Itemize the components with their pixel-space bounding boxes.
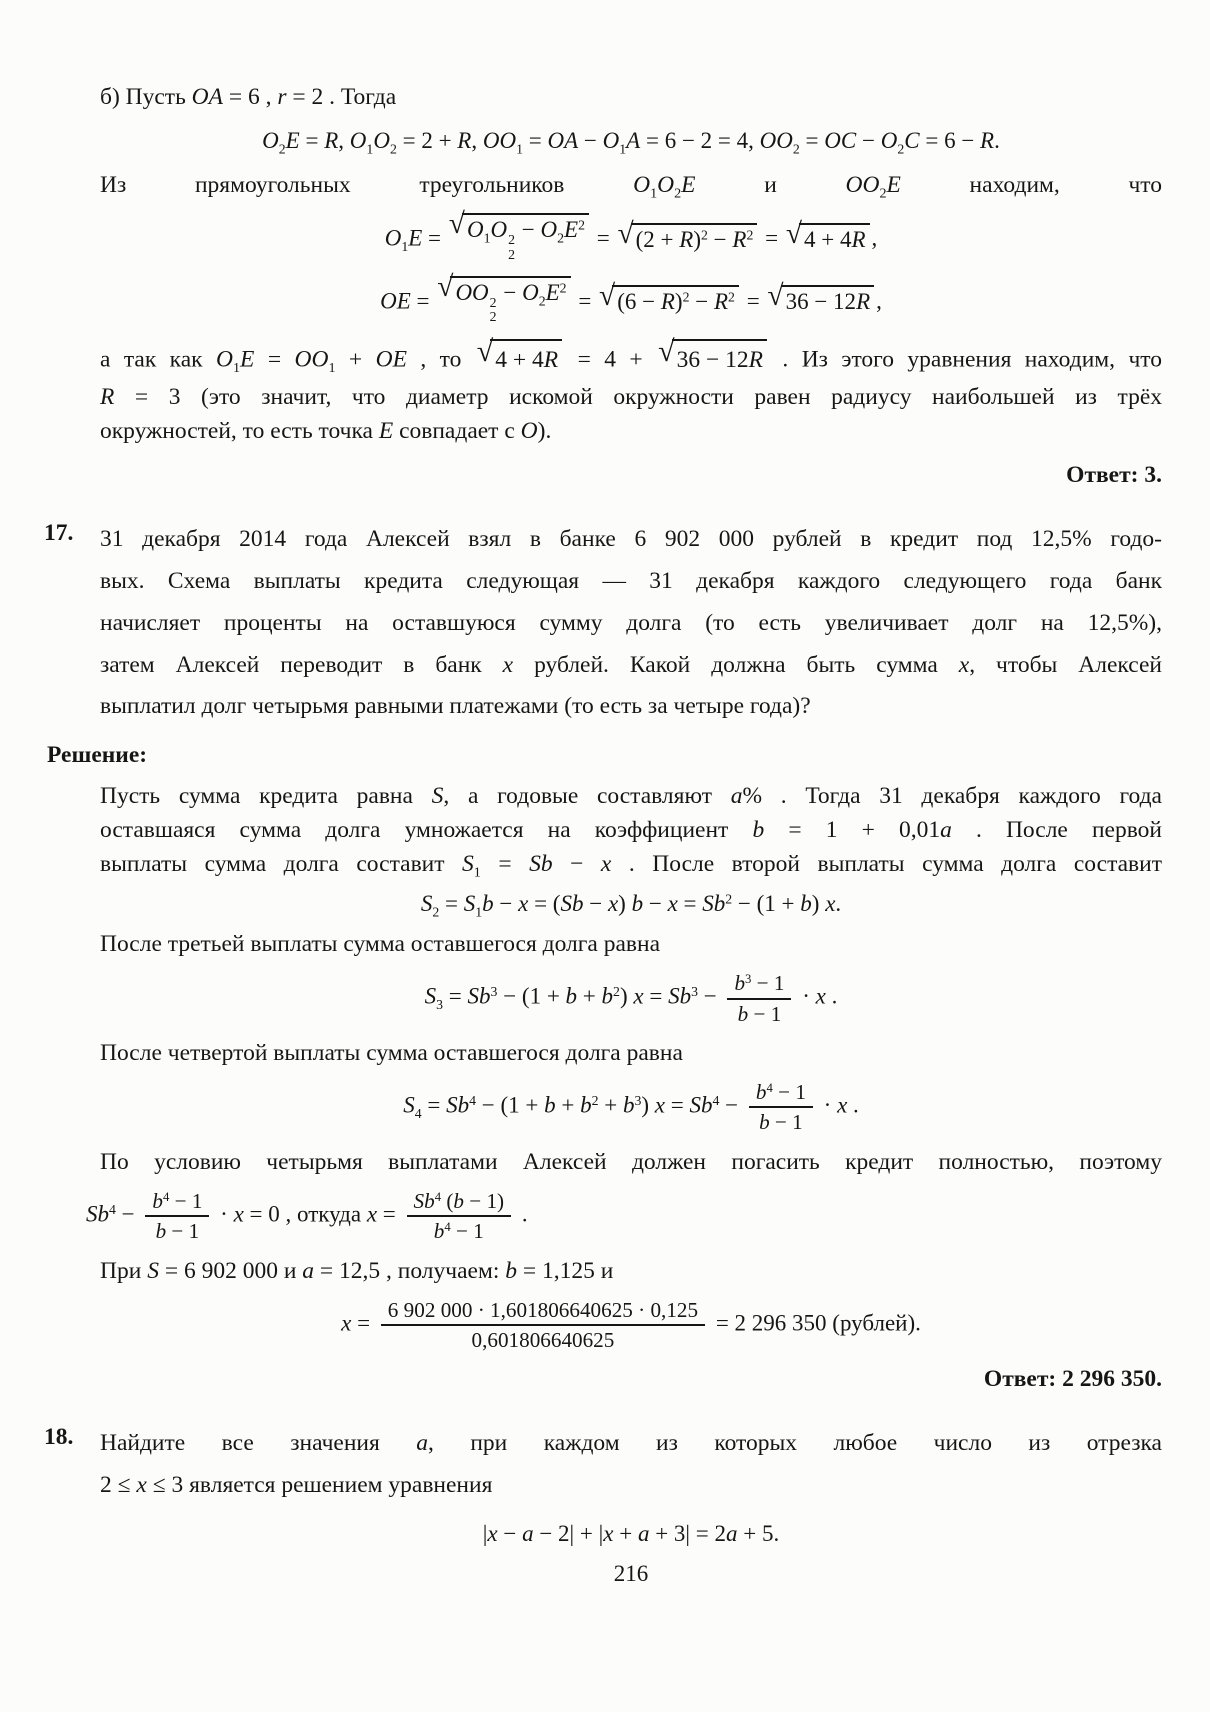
problem-18-statement bbox=[100, 1423, 1162, 1507]
problem-17-number: 17. bbox=[44, 520, 74, 547]
problem-17-statement-line-1: 31 декабря 2014 года Алексей взял в банке 6 902 000 рублей в кредит под 12,5% годо- bbox=[100, 526, 1162, 553]
solution-paragraph-1-line-1: Пусть сумма кредита равна S, а годовые составляют a% . Тогда 31 декабря каждого года bbox=[100, 783, 1162, 810]
problem-17 bbox=[44, 519, 1162, 1393]
answer-problem-17: Ответ: 2 296 350. bbox=[983, 1366, 1162, 1393]
part-b-conclusion bbox=[100, 333, 1162, 448]
problem-18-number: 18. bbox=[44, 1424, 74, 1451]
problem-17-statement-line-3: начисляет проценты на оставшуюся сумму долга (то есть увеличивает долг на 12,5%), bbox=[100, 609, 1162, 636]
problem-18-statement-line-2: 2 ≤ x ≤ 3 является решением уравнения bbox=[100, 1472, 493, 1499]
part-b-conclusion-line-2: R = 3 (это значит, что диаметр искомой окружности равен радиусу наибольшей из трёх bbox=[100, 383, 1162, 410]
problem-18 bbox=[44, 1423, 1162, 1547]
solution-paragraph-1-line-2: оставшаяся сумма долга умножается на коэффициент b = 1 + 0,01a . После первой bbox=[100, 817, 1162, 844]
problem-17-statement-line-4: затем Алексей переводит в банк x рублей. Какой должна быть сумма x, чтобы Алексей bbox=[100, 651, 1162, 678]
part-b-equation-o1e: $O_1E$ = √ $O_1O$ 2 2 − $O_2E^2$ = √ $(2 + R)^2 - R^2$ = √ 4 + 4R , bbox=[384, 208, 878, 262]
equation-condition: $Sb^4$ − $\frac{b^4 - 1}{b - 1}$ · x = 0 , откуда x = $\frac{Sb^4 (b - 1)}{b^4 - 1}$ . bbox=[86, 1188, 528, 1244]
solution-paragraph-third-payment: После третьей выплаты сумма оставшегося долга равна bbox=[100, 931, 660, 958]
equation-s4: $S_4 = Sb^4 - (1 + b + b^2 + b^3) x = Sb^4$ − $\frac{b^4 - 1}{b - 1}$ · x . bbox=[403, 1080, 859, 1135]
part-b-conclusion-line-1: а так как $O_1E = OO_1$ + OE , то √ 4 + 4R = 4 + √ 36 − 12R . Из этого уравнения находим, что bbox=[100, 333, 1162, 376]
solution-label: Решение: bbox=[47, 742, 148, 769]
solution-paragraph-fourth-payment: После четвертой выплаты сумма оставшегося долга равна bbox=[100, 1040, 683, 1067]
page-number: 216 bbox=[613, 1560, 649, 1586]
answer-part-b: Ответ: 3. bbox=[1066, 462, 1162, 489]
equation-problem-18: |x − a − 2| + |x + a + 3| = 2a + 5. bbox=[482, 1520, 780, 1546]
solution-paragraph-values: При S = 6 902 000 и a = 12,5 , получаем: b = 1,125 и bbox=[100, 1257, 614, 1284]
equation-s2: $S_2 = S_1b - x = (Sb - x) b - x = Sb^2 - (1 + b)$ x. bbox=[420, 891, 842, 920]
part-b-equation-chain: $O_2E = R$, $O_1O_2 = 2 + R$, $OO_1$ = OA − $O_1A = 6 - 2 = 4$, $OO_2$ = OC − $O_2C = 6 - R$. bbox=[262, 128, 1000, 157]
equation-s3: $S_3 = Sb^3 - (1 + b + b^2) x = Sb^3$ − $\frac{b^3 - 1}{b - 1}$ · x . bbox=[424, 971, 838, 1026]
problem-18-statement-line-1: Найдите все значения a, при каждом из которых любое число из отрезка bbox=[100, 1430, 1162, 1457]
solution-paragraph-1 bbox=[100, 779, 1162, 881]
problem-17-statement-line-2: вых. Схема выплаты кредита следующая — 31 декабря каждого следующего года банк bbox=[100, 567, 1162, 594]
problem-17-statement bbox=[100, 519, 1162, 728]
part-b-intro: б) Пусть OA = 6 , r = 2 . Тогда bbox=[100, 84, 397, 110]
problem-17-statement-line-5: выплатил долг четырьмя равными платежами (то есть за четыре года)? bbox=[100, 693, 811, 720]
part-b-conclusion-line-3: окружностей, то есть точка E совпадает с O). bbox=[100, 417, 552, 444]
equation-final-x: x = $\frac{6 902 000 \cdot 1,601806640625 \cdot 0,125}{0,601806640625}$ = 2 296 350 (рублей). bbox=[341, 1297, 921, 1352]
solution-paragraph-1-line-3: выплаты сумма долга составит $S_1 = Sb - x$ . После второй выплаты сумма долга составит bbox=[100, 851, 1162, 881]
part-b-solution bbox=[100, 80, 1162, 489]
part-b-triangles-line: Из прямоугольных треугольников $O_1O_2E$ и $OO_2E$ находим, что bbox=[100, 172, 1163, 202]
part-b-equation-oe: OE = √ OO 2 2 − $O_2E^2$ = √ $(6 - R)^2 - R^2$ = √ 36 − 12R , bbox=[380, 270, 882, 325]
solution-paragraph-condition: По условию четырьмя выплатами Алексей должен погасить кредит полностью, поэтому bbox=[100, 1148, 1162, 1175]
